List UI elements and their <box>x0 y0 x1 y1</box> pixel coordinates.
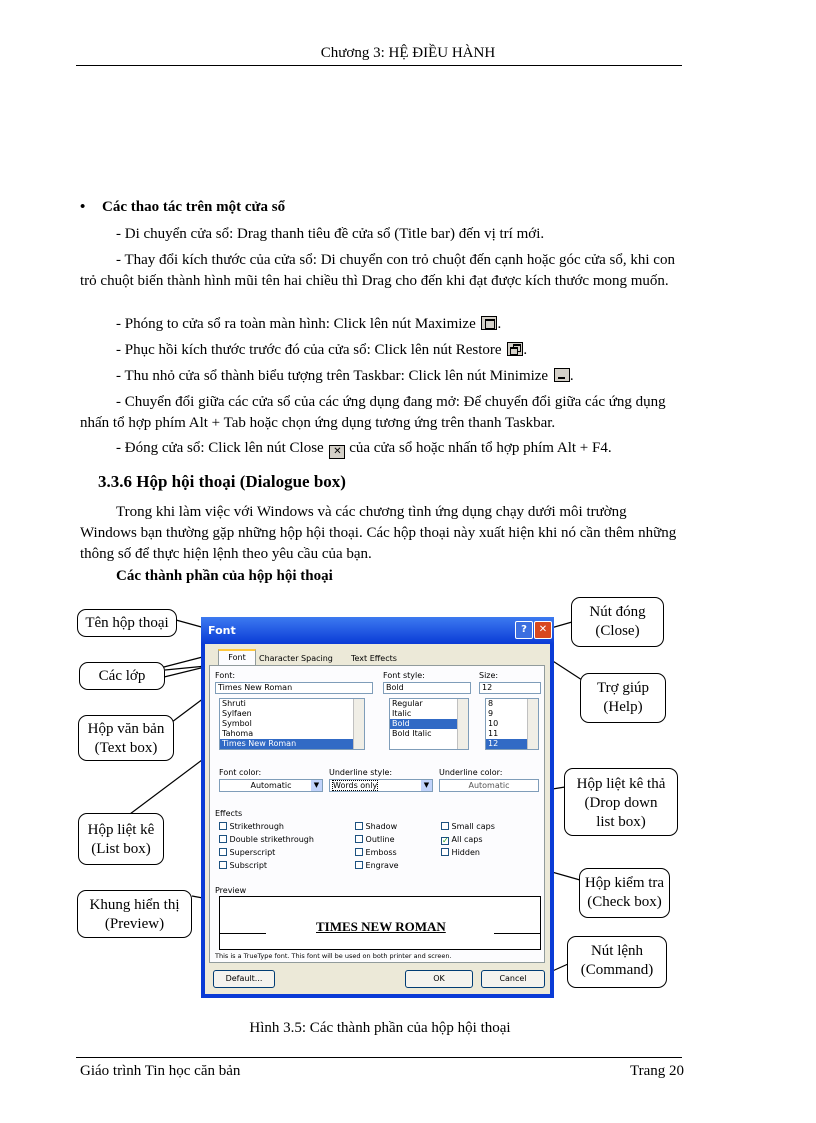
paragraph-close-text-a: - Đóng cửa sổ: Click lên nút Close <box>116 440 324 456</box>
callout-checkbox <box>579 868 670 918</box>
cancel-button[interactable]: Cancel <box>481 970 545 988</box>
effects-label: Effects <box>215 809 243 818</box>
underline-style-dropdown[interactable] <box>329 779 433 792</box>
font-color-dropdown[interactable] <box>219 779 323 792</box>
effect-label: Shadow <box>365 822 398 831</box>
section-heading: Các thao tác trên một cửa sổ <box>102 199 286 215</box>
list-item[interactable]: Tahoma <box>222 729 254 738</box>
list-item[interactable]: Bold Italic <box>392 729 432 738</box>
list-item[interactable]: Italic <box>392 709 412 718</box>
font-color-value: Automatic <box>250 781 292 790</box>
callout-dropdown <box>564 768 678 836</box>
callout-list-box-line1: Hộp liệt kê <box>87 822 155 838</box>
default-button[interactable]: Default... <box>213 970 275 988</box>
ok-button[interactable]: OK <box>405 970 473 988</box>
footer-left: Giáo trình Tin học căn bản <box>80 1063 241 1079</box>
checkbox[interactable] <box>441 848 449 856</box>
list-item[interactable]: Symbol <box>222 719 252 728</box>
checkbox[interactable] <box>355 835 363 843</box>
callout-close <box>571 597 664 647</box>
checkbox[interactable] <box>441 822 449 830</box>
chevron-down-icon[interactable]: ▼ <box>421 780 432 791</box>
page-header: Chương 3: HỆ ĐIỀU HÀNH <box>320 45 496 61</box>
list-item[interactable]: Regular <box>392 699 423 708</box>
paragraph-maximize: - Phóng to cửa sổ ra toàn màn hình: Click lên nút Maximize . <box>116 316 502 332</box>
paragraph-maximize-text: - Phóng to cửa sổ ra toàn màn hình: Click lên nút Maximize <box>116 316 476 332</box>
size-label: Size: <box>479 671 499 680</box>
effect-label: Emboss <box>365 848 397 857</box>
subsection-intro: Trong khi làm việc với Windows và các chương tình ứng dụng chạy dưới môi trường Windows bạn thường gặp những hộp hội thoại. Các hộp thoại này xuất hiện khi nó cần thêm những thông số để thực hiện lệnh theo yêu cầu của bạn. <box>80 504 677 562</box>
paragraph-restore: - Phục hồi kích thước trước đó của cửa sổ: Click lên nút Restore . <box>116 342 528 358</box>
size-list-scrollbar[interactable] <box>527 699 538 749</box>
list-item[interactable]: 11 <box>488 729 499 738</box>
callout-checkbox-line2: (Check box) <box>587 894 662 910</box>
callout-command-line2: (Command) <box>580 962 654 978</box>
font-label: Font: <box>215 671 236 680</box>
checkbox[interactable] <box>219 835 227 843</box>
effect-label: Hidden <box>451 848 480 857</box>
paragraph-close-text-b: của cửa sổ hoặc nhấn tổ hợp phím Alt + F4. <box>349 440 612 456</box>
bullet-icon: • <box>80 199 86 215</box>
callout-close-line2: (Close) <box>595 623 640 639</box>
list-item[interactable]: Shruti <box>222 699 246 708</box>
callout-dropdown-line3: list box) <box>596 814 646 830</box>
subsection-title: 3.3.6 Hộp hội thoại (Dialogue box) <box>98 472 346 491</box>
callout-text-box <box>78 715 174 761</box>
font-color-label: Font color: <box>219 768 262 777</box>
help-icon[interactable]: ? <box>515 621 533 639</box>
callout-dropdown-line1: Hộp liệt kê thả <box>576 776 666 792</box>
preview-label: Preview <box>215 886 247 895</box>
style-input[interactable]: Bold <box>383 682 471 694</box>
preview-box <box>219 896 541 950</box>
effect-label: Outline <box>365 835 395 844</box>
callout-dropdown-line2: (Drop down <box>584 795 658 811</box>
font-list[interactable] <box>219 698 365 750</box>
list-item-selected[interactable]: Times New Roman <box>220 739 355 749</box>
dialog-title-bar[interactable] <box>201 617 554 644</box>
list-item[interactable]: 10 <box>488 719 499 728</box>
components-heading: Các thành phần của hộp hội thoại <box>116 568 333 584</box>
paragraph-move: - Di chuyển cửa sổ: Drag thanh tiêu đề cửa sổ (Title bar) đến vị trí mới. <box>116 226 545 242</box>
paragraph-switch: - Chuyển đổi giữa các cửa sổ của các ứng dụng đang mở: Để chuyển đổi giữa các ứng dụng nhấn tổ hợp phím Alt + Tab hoặc chọn ứng dụng tương ứng trên thanh Taskbar. <box>80 394 666 431</box>
style-list-scrollbar[interactable] <box>457 699 468 749</box>
callout-list-box <box>78 813 164 865</box>
callout-list-box-line2: (List box) <box>91 841 151 857</box>
effects-group <box>219 822 539 892</box>
list-item-selected[interactable]: 12 <box>486 739 527 749</box>
paragraph-minimize: - Thu nhỏ cửa sổ thành biểu tượng trên Taskbar: Click lên nút Minimize . <box>116 368 574 384</box>
tab-font[interactable]: Font <box>218 649 256 667</box>
font-list-scrollbar[interactable] <box>353 699 364 749</box>
callout-close-line1: Nút đóng <box>589 604 646 620</box>
callout-help-line1: Trợ giúp <box>597 680 649 696</box>
list-item[interactable]: 9 <box>488 709 494 718</box>
list-item[interactable]: 8 <box>488 699 494 708</box>
effect-shadow[interactable] <box>355 822 397 831</box>
close-button[interactable]: ✕ <box>534 621 552 639</box>
effect-label: All caps <box>451 835 483 844</box>
checkbox[interactable] <box>219 822 227 830</box>
effect-hidden[interactable] <box>441 848 480 857</box>
checkbox[interactable] <box>355 848 363 856</box>
callout-help-line2: (Help) <box>603 699 643 715</box>
checkbox[interactable] <box>355 861 363 869</box>
footer-rule <box>76 1057 682 1058</box>
paragraph-minimize-text: - Thu nhỏ cửa sổ thành biểu tượng trên Taskbar: Click lên nút Minimize <box>116 368 549 384</box>
effect-label: Double strikethrough <box>229 835 314 844</box>
callout-dialog-title: Tên hộp thoại <box>77 609 177 637</box>
paragraph-resize: - Thay đổi kích thước của cửa sổ: Di chuyển con trỏ chuột đến cạnh hoặc góc cửa sổ, khi con trỏ chuột biến thành hình mũi tên hai chiều thì Drag cho đến khi đạt được kích thước mong muốn. <box>80 252 675 289</box>
callout-help <box>580 673 666 723</box>
effect-emboss[interactable] <box>355 848 397 857</box>
size-input[interactable]: 12 <box>479 682 541 694</box>
underline-style-label: Underline style: <box>329 768 393 777</box>
effect-engrave[interactable] <box>355 861 399 870</box>
list-item-selected[interactable]: Bold <box>390 719 457 729</box>
callout-tabs: Các lớp <box>79 662 165 690</box>
callout-checkbox-line1: Hộp kiểm tra <box>584 875 665 891</box>
footer-right: Trang 20 <box>629 1063 684 1079</box>
callout-preview-line2: (Preview) <box>104 916 165 932</box>
effect-double-strikethrough[interactable] <box>219 835 314 844</box>
checkbox[interactable] <box>219 848 227 856</box>
tab-text-effects[interactable]: Text Effects <box>351 654 397 663</box>
checkbox-checked[interactable]: ✓ <box>442 836 449 845</box>
effect-label: Small caps <box>451 822 495 831</box>
font-input[interactable]: Times New Roman <box>215 682 373 694</box>
checkbox[interactable] <box>219 861 227 869</box>
effect-outline[interactable] <box>355 835 395 844</box>
chevron-down-icon[interactable]: ▼ <box>311 780 322 791</box>
effect-label: Engrave <box>365 861 399 870</box>
tab-character-spacing[interactable]: Character Spacing <box>259 654 333 663</box>
paragraph-restore-text: - Phục hồi kích thước trước đó của cửa sổ: Click lên nút Restore <box>116 342 502 358</box>
style-label: Font style: <box>383 671 425 680</box>
effect-label: Strikethrough <box>229 822 284 831</box>
effect-strikethrough[interactable] <box>219 822 284 831</box>
checkbox[interactable] <box>355 822 363 830</box>
font-dialog <box>201 617 554 998</box>
dialog-title: Font <box>208 624 236 637</box>
preview-text: TIMES NEW ROMAN <box>316 919 446 934</box>
callout-command <box>567 936 667 988</box>
effect-small-caps[interactable] <box>441 822 495 831</box>
close-icon: ✕ <box>329 445 345 459</box>
effect-subscript[interactable] <box>219 861 267 870</box>
underline-style-value: Words only <box>333 781 378 790</box>
callout-command-line1: Nút lệnh <box>590 943 644 959</box>
effect-superscript[interactable] <box>219 848 275 857</box>
underline-color-dropdown[interactable]: Automatic <box>439 779 539 792</box>
effect-label: Superscript <box>229 848 276 857</box>
callout-preview <box>77 890 192 938</box>
callout-preview-line1: Khung hiển thị <box>89 897 180 913</box>
effect-label: Subscript <box>229 861 268 870</box>
size-list[interactable] <box>485 698 539 750</box>
dialog-body <box>205 644 550 994</box>
style-list[interactable] <box>389 698 469 750</box>
effect-all-caps[interactable] <box>441 835 483 845</box>
truetype-note: This is a TrueType font. This font will be used on both printer and screen. <box>215 952 452 960</box>
list-item[interactable]: Sylfaen <box>222 709 252 718</box>
figure-caption: Hình 3.5: Các thành phần của hộp hội thoại <box>249 1020 511 1036</box>
callout-text-box-line2: (Text box) <box>94 740 158 756</box>
underline-color-label: Underline color: <box>439 768 503 777</box>
callout-text-box-line1: Hộp văn bản <box>87 721 165 737</box>
